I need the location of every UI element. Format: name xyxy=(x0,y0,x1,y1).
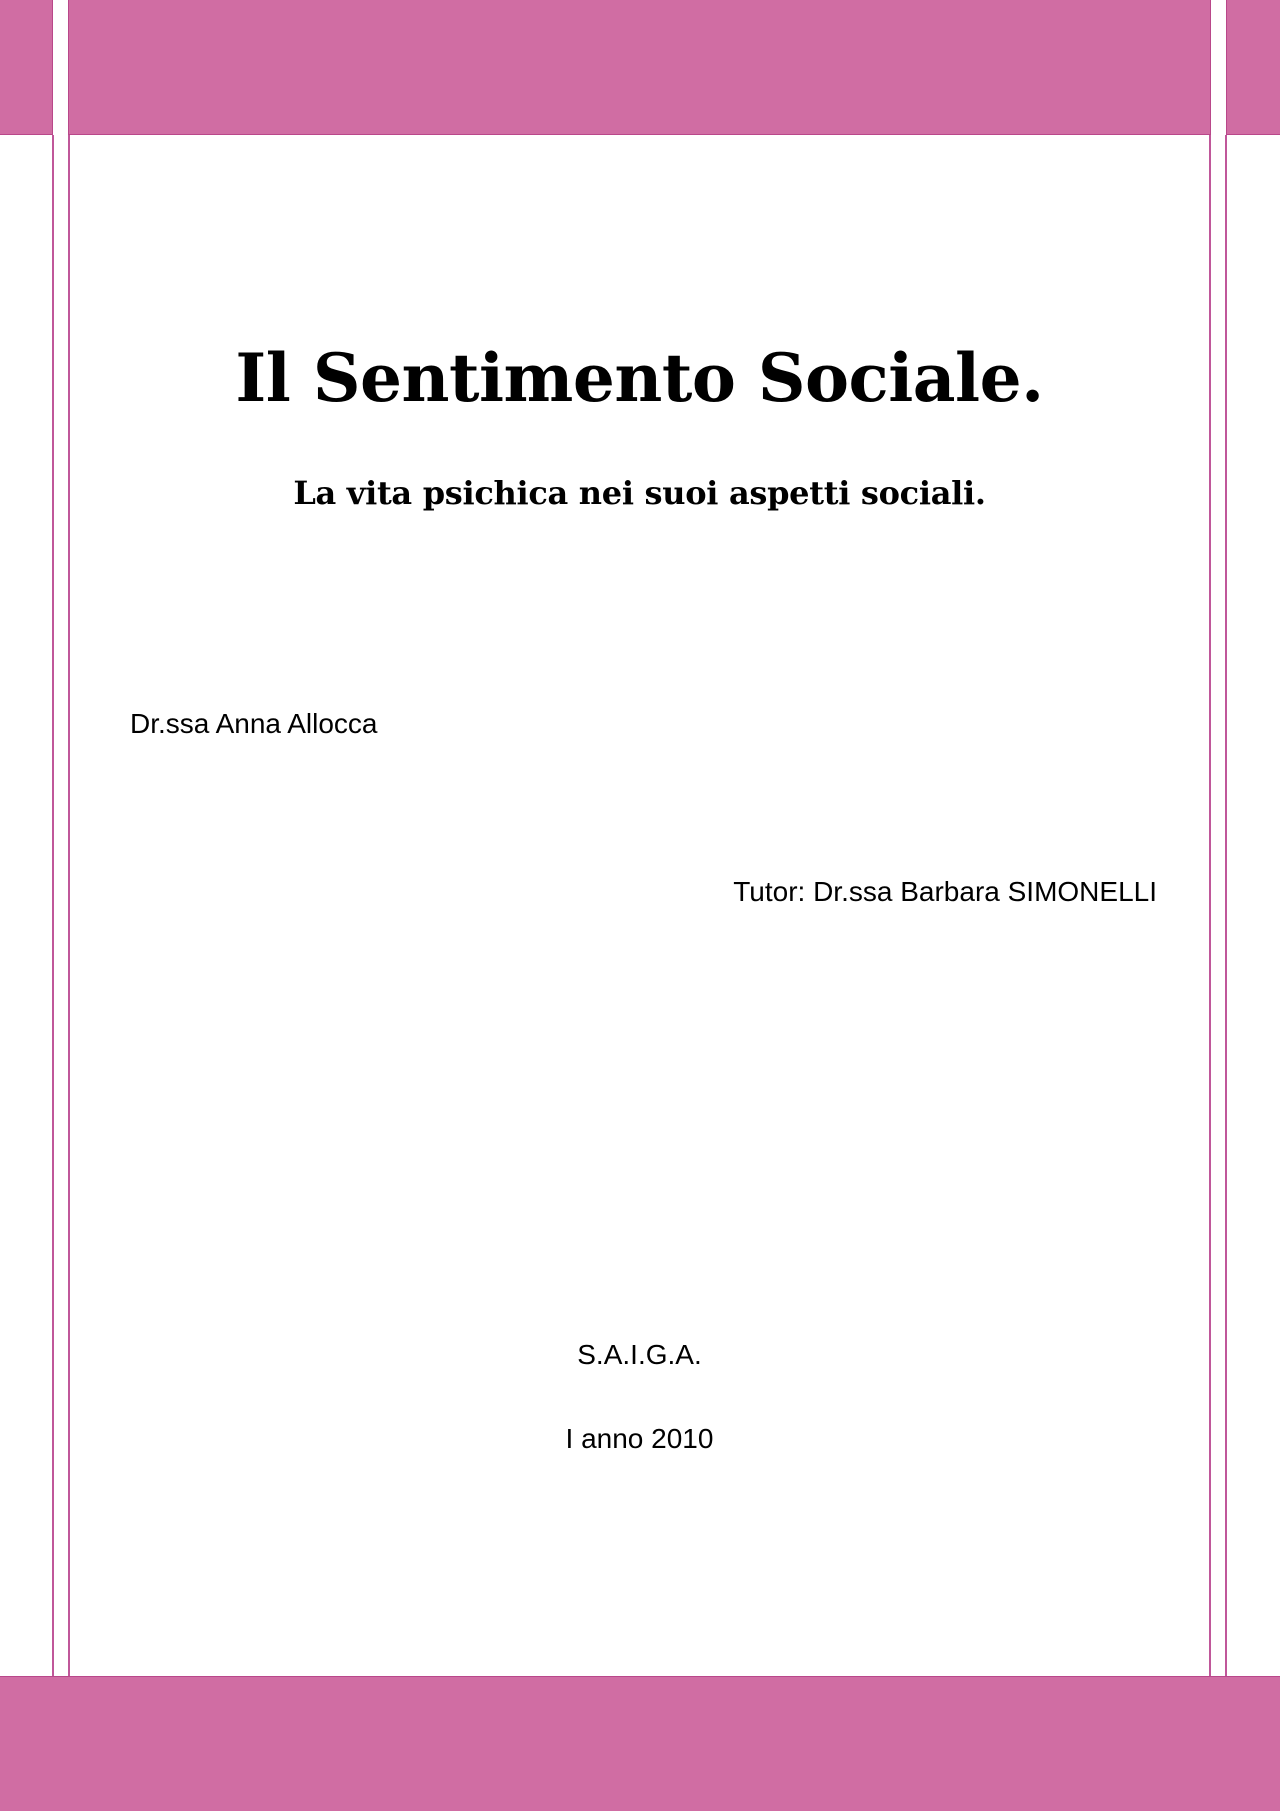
left-outer-border-line xyxy=(52,135,54,1676)
bottom-footer-band xyxy=(0,1676,1280,1811)
academic-year: I anno 2010 xyxy=(565,1423,714,1454)
document-subtitle: La vita psichica nei suoi aspetti sociali. xyxy=(293,474,986,512)
top-header-band xyxy=(68,0,1211,135)
tutor-name: Tutor: Dr.ssa Barbara SIMONELLI xyxy=(733,876,1157,907)
top-right-band xyxy=(1226,0,1280,135)
document-title: Il Sentimento Sociale. xyxy=(235,339,1044,417)
right-outer-border-line xyxy=(1225,135,1227,1676)
top-left-band xyxy=(0,0,53,135)
school-name: S.A.I.G.A. xyxy=(577,1339,702,1370)
author-name: Dr.ssa Anna Allocca xyxy=(130,708,378,739)
